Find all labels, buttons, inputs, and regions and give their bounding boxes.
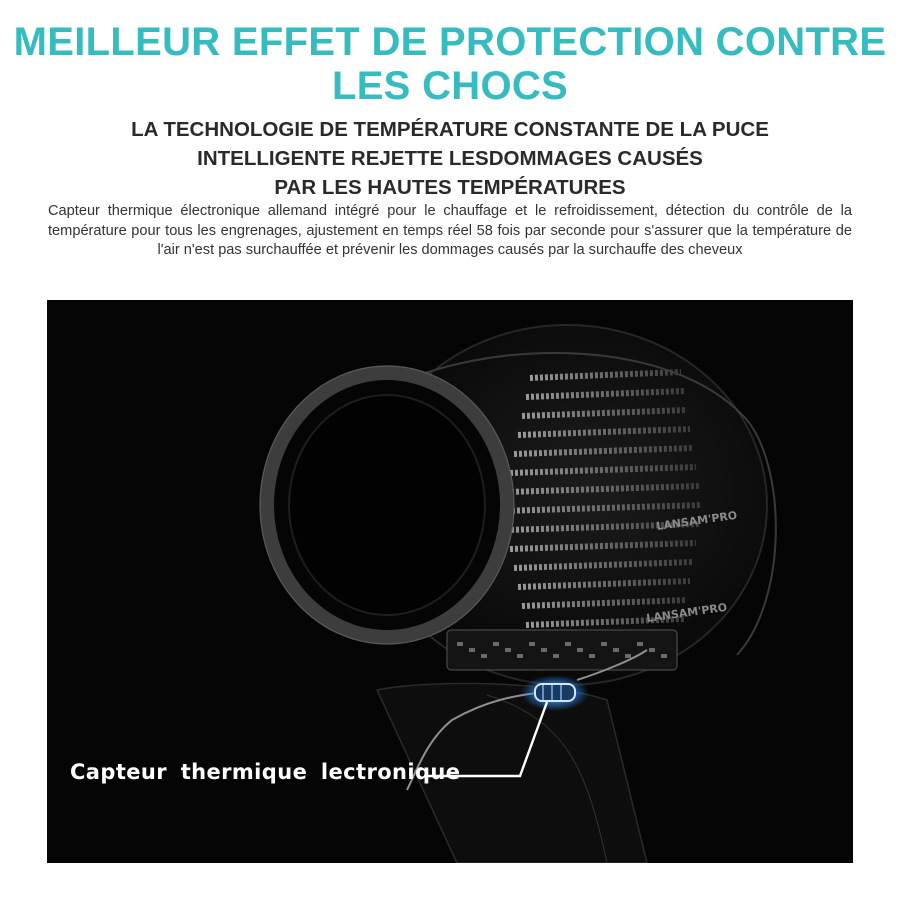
dryer-front-ring-inner: [289, 395, 485, 615]
headline: [0, 20, 900, 108]
headline-line-2: LES CHOCS: [331, 64, 569, 108]
circuit-component: [589, 654, 595, 658]
headline-line-1: MEILLEUR EFFET DE PROTECTION CONTRE: [13, 20, 887, 64]
circuit-component: [577, 648, 583, 652]
circuit-component: [553, 654, 559, 658]
circuit-component: [613, 648, 619, 652]
circuit-component: [517, 654, 523, 658]
circuit-component: [649, 648, 655, 652]
circuit-component: [469, 648, 475, 652]
subheadline-line-2: INTELLIGENTE REJETTE LESDOMMAGES CAUSÉS: [197, 147, 703, 170]
subheadline: [60, 115, 840, 202]
circuit-component: [661, 654, 667, 658]
circuit-component: [601, 642, 607, 646]
description-paragraph: Capteur thermique électronique allemand intégré pour le chauffage et le refroidissement, détection du contrôle de la température pour tous les engrenages, ajustement en temps réel 58 fois par seconde pour s'assurer que la température de l'air n'est pas surchauffée et prévenir les dommages causés par la surchauffe des cheveux: [48, 203, 852, 258]
circuit-board: [447, 630, 677, 670]
circuit-component: [529, 642, 535, 646]
product-image-panel: [47, 300, 853, 863]
circuit-component: [493, 642, 499, 646]
sensor-callout-label: Capteur thermique lectronique: [70, 760, 461, 784]
brand-mark-lower: LANSAM'PRO: [645, 600, 729, 625]
circuit-component: [457, 642, 463, 646]
thermal-sensor: [535, 684, 575, 701]
circuit-component: [637, 642, 643, 646]
subheadline-line-1: LA TECHNOLOGIE DE TEMPÉRATURE CONSTANTE DE LA PUCE: [131, 118, 769, 141]
circuit-component: [565, 642, 571, 646]
brand-mark-upper: LANSAM'PRO: [655, 508, 739, 533]
subheadline-line-3: PAR LES HAUTES TEMPÉRATURES: [274, 176, 626, 199]
circuit-component: [625, 654, 631, 658]
circuit-component: [541, 648, 547, 652]
circuit-component: [481, 654, 487, 658]
circuit-component: [505, 648, 511, 652]
